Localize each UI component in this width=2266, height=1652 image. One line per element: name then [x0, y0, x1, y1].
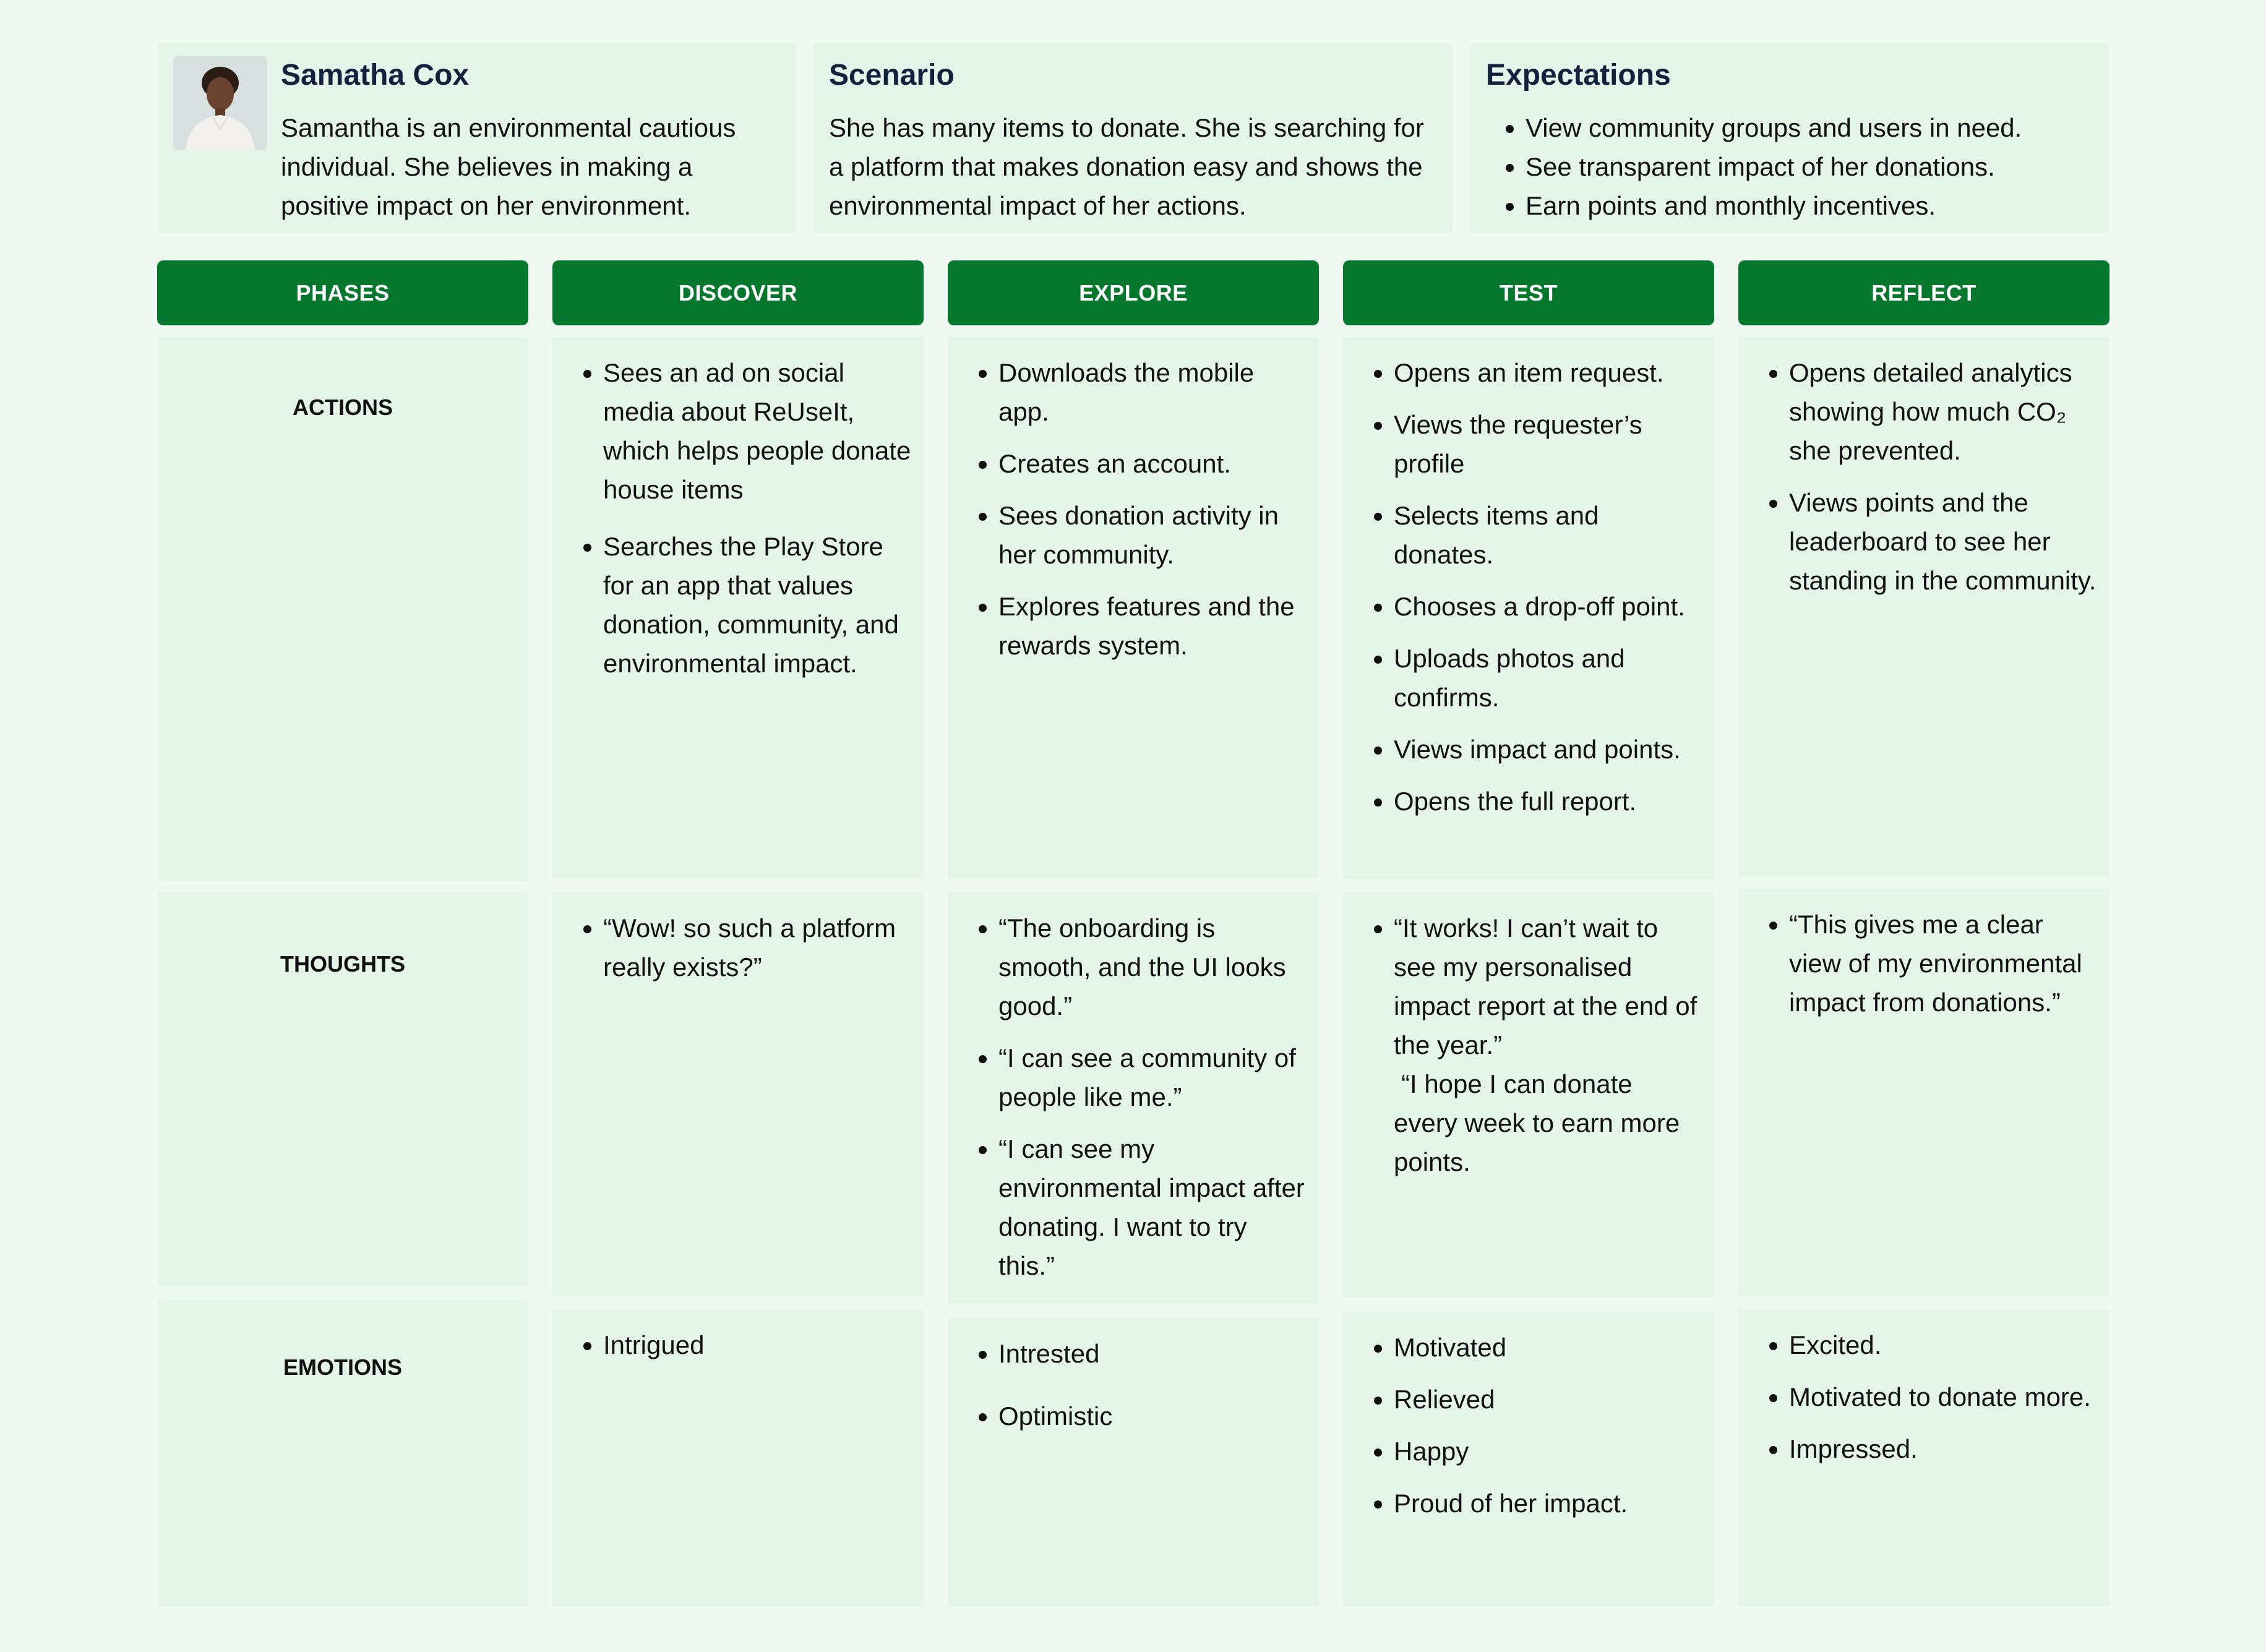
list-item: • “I can see my environmental impact after donating. I want to try this.”: [998, 1129, 1307, 1285]
list-item: • Selects items and donates.: [1394, 496, 1702, 574]
thoughts-test-cell: [1343, 892, 1714, 1298]
list-item: • Intrigued: [603, 1325, 911, 1364]
thoughts-reflect-cell: [1738, 889, 2109, 1296]
list-item: • Opens detailed analytics showing how much CO₂ she prevented.: [1789, 353, 2097, 470]
list-item: • Downloads the mobile app.: [998, 353, 1307, 431]
actions-discover-cell: [552, 337, 924, 878]
list-item: • Motivated to donate more.: [1789, 1377, 2097, 1416]
list-item: • View community groups and users in need.: [1526, 108, 2093, 147]
persona-card: [157, 43, 796, 233]
phase-header-explore: EXPLORE: [948, 260, 1319, 325]
phase-header-test: TEST: [1343, 260, 1714, 325]
list-item: • Explores features and the rewards system.: [998, 587, 1307, 665]
phase-header-reflect: REFLECT: [1738, 260, 2109, 325]
persona-description: Samantha is an environmental cautious individual. She believes in making a positive impact on her environment.: [281, 113, 736, 220]
list-item: • Relieved: [1394, 1380, 1702, 1419]
thoughts-discover-cell: [552, 892, 924, 1296]
list-item: • “Wow! so such a platform really exists?”: [603, 909, 911, 986]
list-item: • Creates an account.: [998, 444, 1307, 483]
persona-name: Samatha Cox: [281, 59, 470, 92]
list-item: • Impressed.: [1789, 1429, 2097, 1468]
list-item: • Excited.: [1789, 1325, 2097, 1364]
list-item: • Proud of her impact.: [1394, 1484, 1702, 1523]
list-item: • Earn points and monthly incentives.: [1526, 186, 2093, 225]
actions-reflect-cell: [1738, 337, 2109, 876]
scenario-title: Scenario: [829, 59, 955, 92]
emotions-test-cell: [1343, 1312, 1714, 1606]
actions-test-cell: [1343, 337, 1714, 879]
scenario-card: [813, 43, 1453, 233]
list-item: • Views the requester’s profile: [1394, 405, 1702, 483]
list-item: • Optimistic: [998, 1397, 1307, 1436]
list-item: • Views points and the leaderboard to see her standing in the community.: [1789, 483, 2097, 600]
emotions-reflect-cell: [1738, 1309, 2109, 1606]
list-item: • Happy: [1394, 1432, 1702, 1471]
expectations-title: Expectations: [1486, 59, 1671, 92]
list-item: • Sees donation activity in her community.: [998, 496, 1307, 574]
list-item: • “The onboarding is smooth, and the UI looks good.”: [998, 909, 1307, 1025]
row-label-cell-emotions: [157, 1299, 528, 1606]
scenario-text: She has many items to donate. She is searching for a platform that makes donation easy and shows the environmental impact of her actions.: [829, 113, 1424, 220]
list-item: • Opens the full report.: [1394, 782, 1702, 821]
list-item: • “It works! I can’t wait to see my personalised impact report at the end of the year.”: [1394, 909, 1702, 1064]
list-item: • Chooses a drop-off point.: [1394, 587, 1702, 626]
list-item: • Sees an ad on social media about ReUseIt, which helps people donate house items: [603, 353, 911, 509]
emotions-discover-cell: [552, 1309, 924, 1606]
row-label-actions: ACTIONS: [293, 395, 393, 420]
list-item: • Views impact and points.: [1394, 730, 1702, 769]
phase-header-phases: PHASES: [157, 260, 528, 325]
list-item: • See transparent impact of her donations.: [1526, 147, 2093, 186]
list-item: • Intrested: [998, 1334, 1307, 1373]
emotions-explore-cell: [948, 1318, 1319, 1606]
expectations-list: [1486, 108, 2093, 225]
list-item: • Searches the Play Store for an app that values donation, community, and environmental impact.: [603, 527, 911, 683]
list-item: • “I can see a community of people like me.”: [998, 1038, 1307, 1116]
expectations-card: [1470, 43, 2109, 233]
avatar-image: [173, 56, 267, 150]
list-item: • Uploads photos and confirms.: [1394, 639, 1702, 717]
list-item: “I hope I can donate every week to earn more points.: [1394, 1069, 1680, 1176]
row-label-thoughts: THOUGHTS: [280, 951, 405, 977]
thoughts-explore-cell: [948, 892, 1319, 1303]
list-item: • Opens an item request.: [1394, 353, 1702, 392]
row-label-emotions: EMOTIONS: [283, 1355, 402, 1380]
avatar: [173, 56, 267, 150]
actions-explore-cell: [948, 337, 1319, 878]
list-item: • “This gives me a clear view of my environmental impact from donations.”: [1789, 905, 2097, 1022]
list-item: • Motivated: [1394, 1328, 1702, 1367]
phase-header-discover: DISCOVER: [552, 260, 924, 325]
